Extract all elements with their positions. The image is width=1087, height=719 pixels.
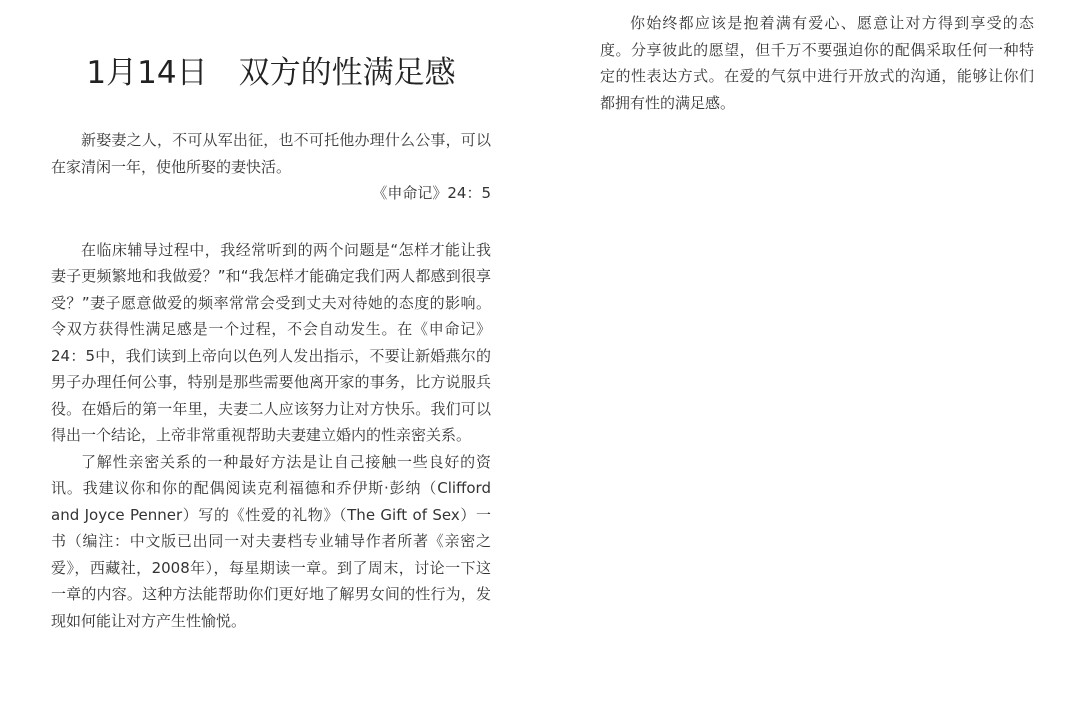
- left-column: [51, 0, 491, 634]
- body-paragraph-2: 了解性亲密关系的一种最好方法是让自己接触一些良好的资讯。我建议你和你的配偶阅读克利福德和乔伊斯·彭纳（Clifford and Joyce Penner）写的《性爱的礼物》（The Gift of Sex）一书（编注：中文版已出同一对夫妻档专业辅导作者所著《亲密之爱》，西藏社，2008年），每星期读一章。到了周末，讨论一下这一章的内容。这种方法能帮助你们更好地了解男女间的性行为，发现如何能让对方产生性愉悦。: [51, 452, 491, 630]
- body-paragraph-1: 在临床辅导过程中，我经常听到的两个问题是“怎样才能让我妻子更频繁地和我做爱？”和“我怎样才能确定我们两人都感到很享受？”妻子愿意做爱的频率常常会受到丈夫对待她的态度的影响。令双方获得性满足感是一个过程，不会自动发生。在《申命记》24：5中，我们读到上帝向以色列人发出指示，不要让新婚燕尔的男子办理任何公事，特别是那些需要他离开家的事务，比方说服兵役。在婚后的第一年里，夫妻二人应该努力让对方快乐。我们可以得出一个结论，上帝非常重视帮助夫妻建立婚内的性亲密关系。: [51, 240, 491, 444]
- right-column: [600, 0, 1034, 116]
- body-paragraph-3: 你始终都应该是抱着满有爱心、愿意让对方得到享受的态度。分享彼此的愿望，但千万不要强迫你的配偶采取任何一种特定的性表达方式。在爱的气氛中进行开放式的沟通，能够让你们都拥有性的满足感。: [600, 14, 1034, 112]
- scripture-reference: 《申命记》24：5: [372, 184, 491, 202]
- chapter-title: 1月14日 双方的性满足感: [86, 55, 456, 91]
- scripture-verse: 新娶妻之人，不可从军出征，也不可托他办理什么公事，可以在家清闲一年，使他所娶的妻快活。: [51, 131, 491, 176]
